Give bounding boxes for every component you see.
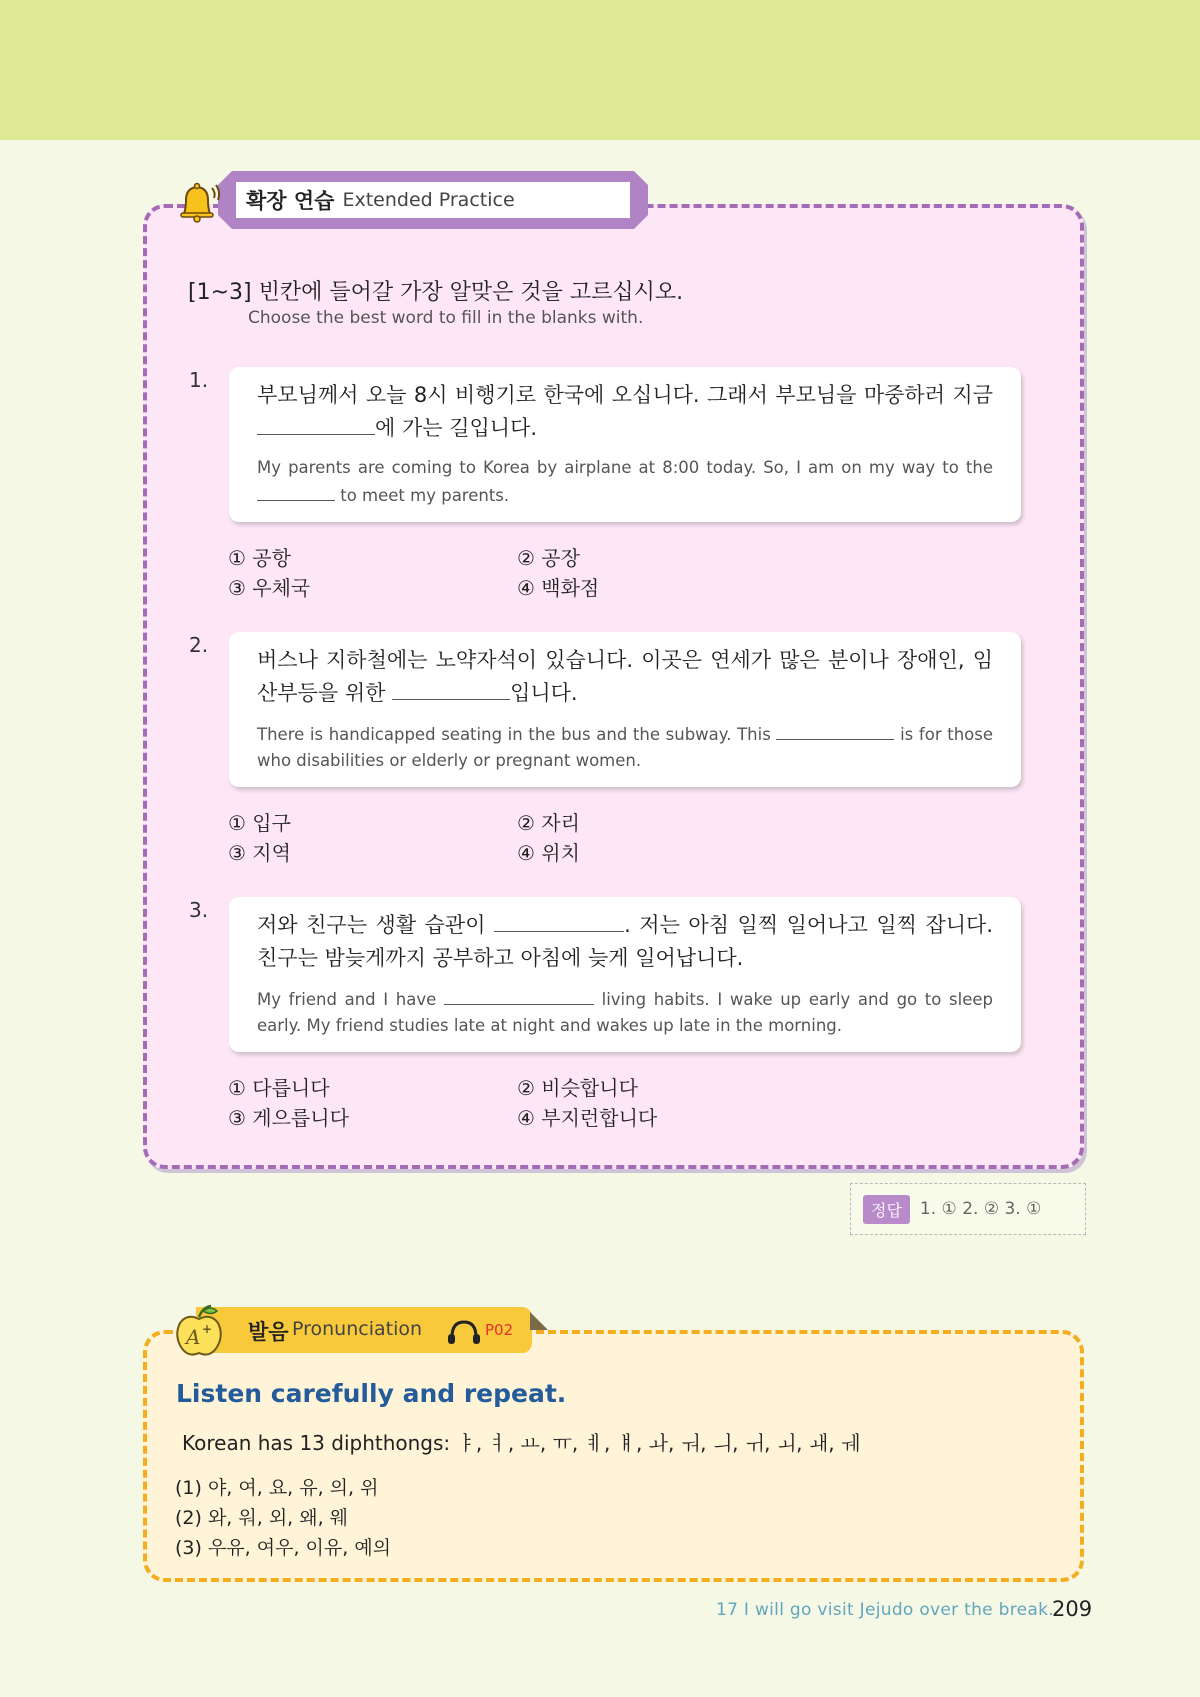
question-1-number: 1.	[189, 368, 209, 392]
question-2-option-3[interactable]: ③ 지역	[228, 841, 291, 865]
headphone-icon[interactable]	[446, 1317, 482, 1345]
instruction-en: Choose the best word to fill in the blanks with.	[248, 308, 644, 328]
question-1-option-4[interactable]: ④ 백화점	[517, 576, 600, 600]
svg-text:+: +	[202, 1322, 213, 1336]
audio-track-code[interactable]: P02	[485, 1321, 514, 1339]
pronunciation-item-2: (2) 와, 워, 외, 왜, 웨	[175, 1507, 349, 1529]
question-2-en: There is handicapped seating in the bus and the subway. This is for those who disabilities or elderly or pregnant women.	[257, 720, 993, 774]
blank	[257, 481, 335, 501]
chapter-footer: 17 I will go visit Jejudo over the break.	[716, 1600, 1054, 1620]
question-3-option-1[interactable]: ① 다릅니다	[228, 1076, 330, 1100]
question-3-option-2[interactable]: ② 비슷합니다	[517, 1076, 638, 1100]
svg-text:A: A	[186, 1325, 201, 1349]
blank	[494, 912, 624, 932]
question-2-number: 2.	[189, 633, 209, 657]
question-1-option-2[interactable]: ② 공장	[517, 546, 580, 570]
pronunciation-item-1: (1) 야, 여, 요, 유, 의, 위	[175, 1477, 379, 1499]
blank	[444, 985, 594, 1005]
pronunciation-intro: Korean has 13 diphthongs: ㅑ, ㅕ, ㅛ, ㅠ, ㅖ, ㅒ, ㅘ, ㅝ, ㅢ, ㅟ, ㅚ, ㅙ, ㅞ	[182, 1431, 861, 1455]
question-1-card	[229, 367, 1021, 522]
answer-label: 정답	[863, 1195, 910, 1224]
pronunciation-title: Listen carefully and repeat.	[176, 1379, 567, 1408]
question-3-option-3[interactable]: ③ 게으릅니다	[228, 1106, 349, 1130]
question-2-card	[229, 632, 1021, 787]
question-2-option-2[interactable]: ② 자리	[517, 811, 580, 835]
question-1-ko: 부모님께서 오늘 8시 비행기로 한국에 오십니다. 그래서 부모님을 마중하러 지금 에 가는 길입니다.	[257, 383, 993, 440]
question-2-option-1[interactable]: ① 입구	[228, 811, 291, 835]
pronunciation-item-3: (3) 우유, 여우, 이유, 예의	[175, 1537, 392, 1559]
pronunciation-header-ko: 발음	[248, 1320, 289, 1344]
blank	[776, 720, 894, 740]
page-number: 209	[1052, 1597, 1093, 1621]
answer-box	[850, 1183, 1086, 1235]
question-1-en: My parents are coming to Korea by airplane at 8:00 today. So, I am on my way to the to meet my parents.	[257, 458, 993, 505]
question-3-number: 3.	[189, 898, 209, 922]
answer-text: 1. ① 2. ② 3. ①	[919, 1199, 1042, 1219]
instruction-ko: [1~3] 빈칸에 들어갈 가장 알맞은 것을 고르십시오.	[188, 280, 684, 305]
question-1-option-3[interactable]: ③ 우체국	[228, 576, 311, 600]
question-3-card	[229, 897, 1021, 1052]
pronunciation-header-en: Pronunciation	[292, 1318, 423, 1340]
pronunciation-tab-fold	[530, 1312, 548, 1330]
question-2-option-4[interactable]: ④ 위치	[517, 841, 580, 865]
blank	[392, 680, 510, 700]
blank	[257, 415, 375, 435]
question-1-option-1[interactable]: ① 공항	[228, 546, 291, 570]
bell-icon	[176, 178, 222, 224]
question-2-ko: 버스나 지하철에는 노약자석이 있습니다. 이곳은 연세가 많은 분이나 장애인, 임산부등을 위한 입니다.	[257, 648, 993, 705]
apple-icon	[173, 1303, 225, 1359]
question-3-option-4[interactable]: ④ 부지런합니다	[517, 1106, 658, 1130]
question-3-en: My friend and I have living habits. I wake up early and go to sleep early. My friend studies late at night and wakes up late in the morning.	[257, 985, 993, 1039]
question-3-ko: 저와 친구는 생활 습관이 . 저는 아침 일찍 일어나고 일찍 잡니다. 친구는 밤늦게까지 공부하고 아침에 늦게 일어납니다.	[257, 913, 993, 970]
extended-header-ko: 확장 연습	[246, 189, 335, 213]
extended-header	[236, 182, 630, 218]
extended-header-en: Extended Practice	[342, 189, 515, 211]
top-band	[0, 0, 1200, 140]
